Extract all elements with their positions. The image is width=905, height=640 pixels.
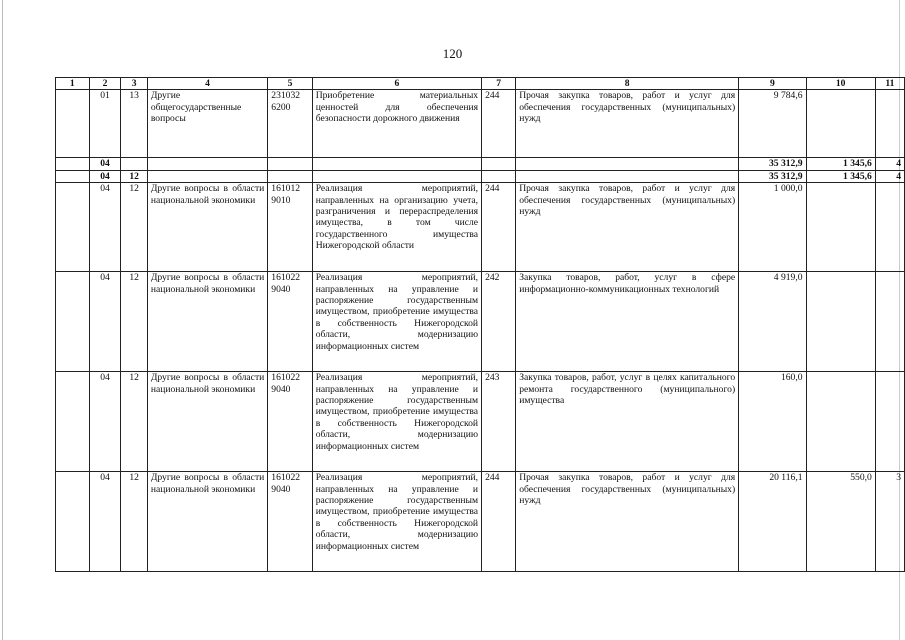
- cell-section-name: Другие вопросы в области национальной экономики: [147, 272, 267, 372]
- header-row: [56, 78, 905, 90]
- table-body: [56, 78, 905, 572]
- cell-expense-code: 242: [482, 272, 516, 372]
- cell-target-code: 161012 9010: [268, 183, 312, 272]
- cell-section-name: Другие вопросы в области национальной экономики: [147, 472, 267, 572]
- cell-col1: [56, 90, 90, 158]
- table-row: [56, 90, 905, 158]
- cell-col11: 3: [875, 472, 904, 572]
- cell-amount-2: [806, 90, 875, 158]
- cell-amount: 20 116,1: [739, 472, 806, 572]
- cell-expense-name: [516, 170, 739, 182]
- cell-section: 04: [89, 170, 121, 182]
- cell-target-code: [268, 170, 312, 182]
- cell-section-name: Другие общегосударственные вопросы: [147, 90, 267, 158]
- table-row-subtotal: [56, 170, 905, 182]
- cell-section: 04: [89, 183, 121, 272]
- table-row: [56, 372, 905, 472]
- table-row: [56, 472, 905, 572]
- column-header: 5: [268, 78, 312, 90]
- cell-section: 04: [89, 472, 121, 572]
- cell-amount: 1 000,0: [739, 183, 806, 272]
- scan-edge-left: [2, 0, 3, 640]
- cell-subsection: 12: [121, 183, 147, 272]
- cell-amount-2: 550,0: [806, 472, 875, 572]
- cell-subsection: 12: [121, 372, 147, 472]
- table-row: [56, 183, 905, 272]
- column-header: 9: [739, 78, 806, 90]
- cell-section-name: [147, 170, 267, 182]
- budget-table: [55, 77, 905, 572]
- column-header: 10: [806, 78, 875, 90]
- cell-target-code: [268, 158, 312, 170]
- cell-target-code: 161022 9040: [268, 472, 312, 572]
- cell-amount-2: 1 345,6: [806, 170, 875, 182]
- cell-subsection: 12: [121, 272, 147, 372]
- column-header: 4: [147, 78, 267, 90]
- column-header: 6: [312, 78, 481, 90]
- table-row: [56, 272, 905, 372]
- cell-expense-name: Прочая закупка товаров, работ и услуг для обеспечения государственных (муниципальных) нужд: [516, 472, 739, 572]
- cell-section: 01: [89, 90, 121, 158]
- column-header: 11: [875, 78, 904, 90]
- cell-amount: 35 312,9: [739, 158, 806, 170]
- cell-section-name: [147, 158, 267, 170]
- cell-target-name: [312, 170, 481, 182]
- column-header: 1: [56, 78, 90, 90]
- page-number: 120: [442, 46, 463, 61]
- cell-target-name: Реализация мероприятий, направленных на управление и распоряжение государственным имуществом, приобретение имущества в собственность Нижегородской области, модернизацию информационных систем: [312, 472, 481, 572]
- column-header: 7: [482, 78, 516, 90]
- cell-col1: [56, 372, 90, 472]
- cell-expense-name: Прочая закупка товаров, работ и услуг для обеспечения государственных (муниципальных) нужд: [516, 90, 739, 158]
- cell-expense-code: [482, 158, 516, 170]
- cell-col11: [875, 272, 904, 372]
- cell-amount: 160,0: [739, 372, 806, 472]
- cell-expense-code: 244: [482, 90, 516, 158]
- cell-section: 04: [89, 158, 121, 170]
- cell-target-code: 161022 9040: [268, 372, 312, 472]
- cell-amount-2: 1 345,6: [806, 158, 875, 170]
- cell-col11: 4: [875, 170, 904, 182]
- column-header: 2: [89, 78, 121, 90]
- cell-amount: 35 312,9: [739, 170, 806, 182]
- cell-subsection: [121, 158, 147, 170]
- cell-amount-2: [806, 372, 875, 472]
- cell-section: 04: [89, 272, 121, 372]
- cell-expense-code: 244: [482, 183, 516, 272]
- cell-target-code: 161022 9040: [268, 272, 312, 372]
- cell-expense-name: [516, 158, 739, 170]
- column-header: 3: [121, 78, 147, 90]
- cell-col11: [875, 90, 904, 158]
- table-row-subtotal: [56, 158, 905, 170]
- cell-col11: 4: [875, 158, 904, 170]
- cell-amount-2: [806, 183, 875, 272]
- cell-col1: [56, 158, 90, 170]
- cell-expense-name: Закупка товаров, работ, услуг в целях капитального ремонта государственного (муниципального) имущества: [516, 372, 739, 472]
- cell-amount-2: [806, 272, 875, 372]
- cell-target-code: 231032 6200: [268, 90, 312, 158]
- cell-subsection: 12: [121, 472, 147, 572]
- cell-col1: [56, 170, 90, 182]
- cell-expense-name: Прочая закупка товаров, работ и услуг для обеспечения государственных (муниципальных) нужд: [516, 183, 739, 272]
- cell-expense-code: [482, 170, 516, 182]
- cell-subsection: 12: [121, 170, 147, 182]
- cell-target-name: Реализация мероприятий, направленных на организацию учета, разграничения и перераспределения имущества, в том числе государственного имущества Нижегородской области: [312, 183, 481, 272]
- cell-target-name: Реализация мероприятий, направленных на управление и распоряжение государственным имуществом, приобретение имущества в собственность Нижегородской области, модернизацию информационных систем: [312, 272, 481, 372]
- cell-col1: [56, 183, 90, 272]
- cell-target-name: Приобретение материальных ценностей для обеспечения безопасности дорожного движения: [312, 90, 481, 158]
- cell-section-name: Другие вопросы в области национальной экономики: [147, 372, 267, 472]
- cell-amount: 4 919,0: [739, 272, 806, 372]
- cell-col1: [56, 272, 90, 372]
- cell-target-name: [312, 158, 481, 170]
- cell-amount: 9 784,6: [739, 90, 806, 158]
- cell-col11: [875, 372, 904, 472]
- cell-expense-code: 244: [482, 472, 516, 572]
- cell-section-name: Другие вопросы в области национальной экономики: [147, 183, 267, 272]
- cell-subsection: 13: [121, 90, 147, 158]
- cell-col1: [56, 472, 90, 572]
- cell-col11: [875, 183, 904, 272]
- column-header: 8: [516, 78, 739, 90]
- cell-section: 04: [89, 372, 121, 472]
- cell-target-name: Реализация мероприятий, направленных на управление и распоряжение государственным имуществом, приобретение имущества в собственность Нижегородской области, модернизацию информационных систем: [312, 372, 481, 472]
- cell-expense-name: Закупка товаров, работ, услуг в сфере информационно-коммуникационных технологий: [516, 272, 739, 372]
- cell-expense-code: 243: [482, 372, 516, 472]
